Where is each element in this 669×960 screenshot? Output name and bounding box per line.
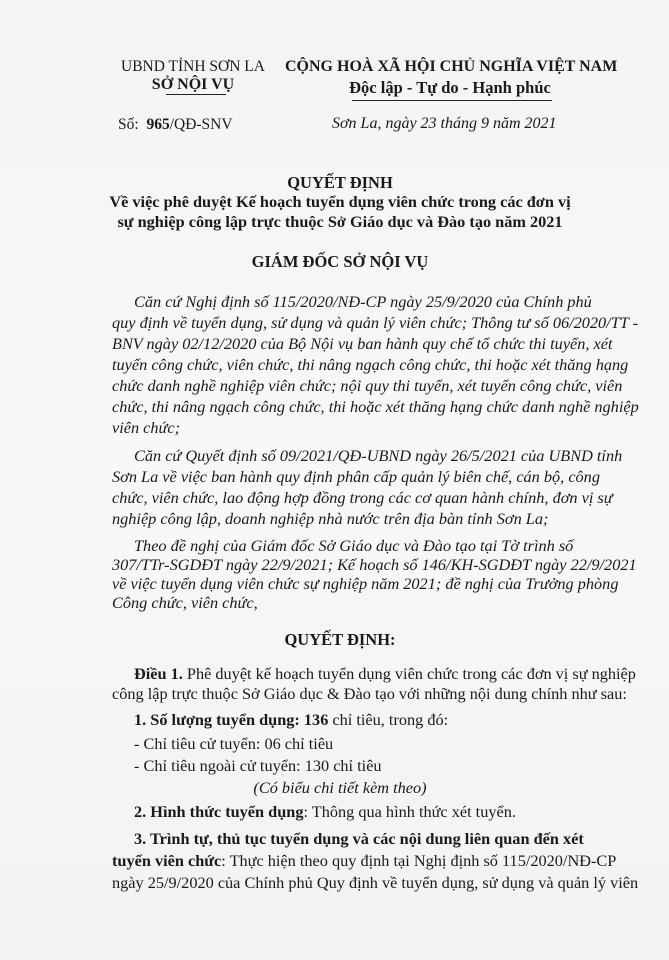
item-1-sub-1: - Chỉ tiêu cử tuyển: 06 chỉ tiêu xyxy=(134,734,334,753)
item-3-line-3: ngày 25/9/2020 của Chính phủ Quy định về tuyển dụng, sử dụng và quản lý viên xyxy=(112,873,639,892)
article-1-text-1: Phê duyệt kế hoạch tuyển dụng viên chức trong các đơn vị sự nghiệp xyxy=(186,664,636,683)
preamble-1-line-6: chức, thi nâng ngạch công chức, thi hoặc xét thăng hạng chức danh nghề nghiệp xyxy=(112,397,639,416)
subject-line-1: Về việc phê duyệt Kế hoạch tuyển dụng viên chức trong các đơn vị xyxy=(109,192,571,211)
agency-name: SỞ NỘI VỤ xyxy=(151,76,235,93)
preamble-1-line-3: BNV ngày 02/12/2020 của Bộ Nội vụ ban hành quy chế tổ chức thi tuyển, xét xyxy=(112,334,613,353)
preamble-1-line-7: viên chức; xyxy=(112,418,181,437)
number-value: 965 xyxy=(146,116,170,133)
item-2-rest: : Thông qua hình thức xét tuyển. xyxy=(303,802,516,821)
preamble-1-line-4: tuyển công chức, viên chức, thi nâng ngạch công chức, thi hoặc xét thăng hạng xyxy=(112,355,629,374)
motto-underline xyxy=(352,100,552,101)
item-2-line xyxy=(134,802,634,822)
item-2-label: 2. Hình thức tuyển dụng xyxy=(134,802,304,821)
article-1-label: Điều 1. xyxy=(134,664,183,683)
item-1-line xyxy=(134,710,634,730)
preamble-2-line-2: Sơn La về việc ban hành quy định phân cấp quản lý biên chế, cán bộ, công xyxy=(112,467,600,486)
preamble-3-line-1: Theo đề nghị của Giám đốc Sở Giáo dục và Đào tạo tại Tờ trình số xyxy=(134,536,574,555)
decision-heading: QUYẾT ĐỊNH: xyxy=(284,630,396,649)
preamble-3-line-2: 307/TTr-SGDĐT ngày 22/9/2021; Kế hoạch số 146/KH-SGDĐT ngày 22/9/2021 xyxy=(112,555,637,574)
item-3-label: tuyển viên chức xyxy=(112,851,222,870)
agency-parent: UBND TỈNH SƠN LA xyxy=(121,58,265,75)
item-3-line-2 xyxy=(112,851,617,871)
country-name: CỘNG HOÀ XÃ HỘI CHỦ NGHĨA VIỆT NAM xyxy=(285,58,618,75)
preamble-2-line-1: Căn cứ Quyết định số 09/2021/QĐ-UBND ngày 26/5/2021 của UBND tỉnh xyxy=(134,446,623,465)
national-motto: Độc lập - Tự do - Hạnh phúc xyxy=(349,78,551,97)
preamble-2-line-4: nghiệp công lập, doanh nghiệp nhà nước trên địa bàn tỉnh Sơn La; xyxy=(112,509,549,528)
item-1-sub-2: - Chỉ tiêu ngoài cử tuyển: 130 chỉ tiêu xyxy=(134,756,382,775)
document-type: QUYẾT ĐỊNH xyxy=(287,173,393,192)
article-1-line-1 xyxy=(134,664,636,684)
preamble-3-line-3: về việc tuyển dụng viên chức sự nghiệp năm 2021; đề nghị của Trưởng phòng xyxy=(112,574,619,593)
preamble-1-line-1: Căn cứ Nghị định số 115/2020/NĐ-CP ngày 25/9/2020 của Chính phủ xyxy=(134,292,592,311)
preamble-1-line-2: quy định về tuyển dụng, sử dụng và quản lý viên chức; Thông tư số 06/2020/TT - xyxy=(112,313,639,332)
number-suffix: /QĐ-SNV xyxy=(169,116,233,133)
item-1-label: 1. Số lượng tuyển dụng: xyxy=(134,710,300,729)
preamble-1-line-5: chức danh nghề nghiệp viên chức; nội quy thi tuyển, xét tuyển công chức, viên xyxy=(112,376,623,395)
preamble-3-line-4: Công chức, viên chức, xyxy=(112,593,258,612)
item-1-value: 136 xyxy=(303,710,329,729)
article-1-line-2: công lập trực thuộc Sở Giáo dục & Đào tạo với những nội dung chính như sau: xyxy=(112,684,627,703)
agency-underline xyxy=(166,94,226,95)
detail-note: (Có biểu chi tiết kèm theo) xyxy=(253,778,427,797)
item-1-rest: chỉ tiêu, trong đó: xyxy=(332,710,449,729)
item-3-rest: : Thực hiện theo quy định tại Nghị định số 115/2020/NĐ-CP xyxy=(221,851,617,870)
place-date: Sơn La, ngày 23 tháng 9 năm 2021 xyxy=(332,115,557,132)
issuing-authority: GIÁM ĐỐC SỞ NỘI VỤ xyxy=(251,252,429,271)
number-prefix: Số: xyxy=(118,116,139,133)
subject-line-2: sự nghiệp công lập trực thuộc Sở Giáo dục và Đào tạo năm 2021 xyxy=(117,212,563,231)
document-number xyxy=(118,116,233,134)
preamble-2-line-3: chức, viên chức, lao động hợp đồng trong các cơ quan hành chính, đơn vị sự xyxy=(112,488,613,507)
item-3-line-1: 3. Trình tự, thủ tục tuyển dụng và các nội dung liên quan đến xét xyxy=(134,829,584,848)
